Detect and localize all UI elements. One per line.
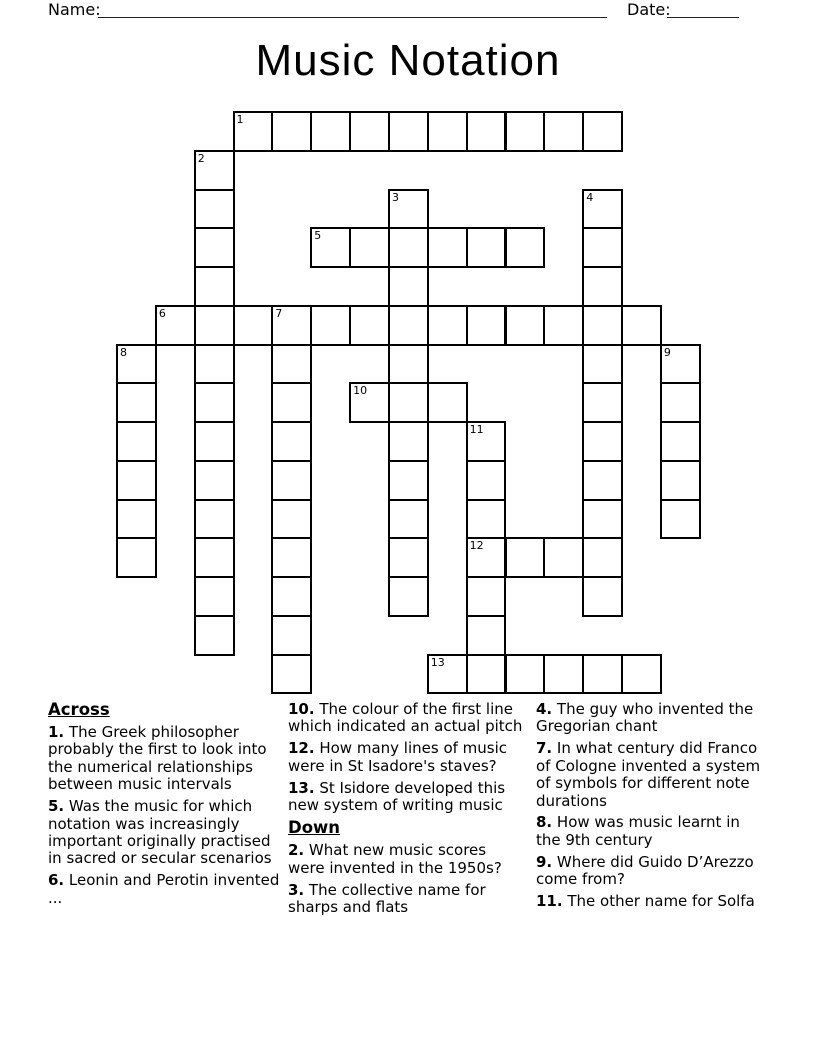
grid-cell-r11-c0[interactable] [116, 537, 157, 578]
clue-text: The guy who invented the Gregorian chant [536, 700, 754, 736]
grid-cell-r12-c12[interactable] [582, 576, 623, 617]
page-title: Music Notation [255, 36, 561, 85]
across-header: Across [48, 700, 110, 719]
clue-text: The colour of the first line which indicated an actual pitch [288, 700, 523, 736]
grid-cell-r2-c12[interactable] [582, 189, 623, 230]
grid-cell-r0-c12[interactable] [582, 111, 623, 152]
grid-cell-r0-c5[interactable] [310, 111, 351, 152]
grid-cell-r0-c8[interactable] [427, 111, 468, 152]
grid-cell-r5-c1[interactable] [155, 305, 196, 346]
grid-cell-r9-c9[interactable] [466, 460, 507, 501]
grid-cell-r12-c2[interactable] [194, 576, 235, 617]
grid-cell-r13-c2[interactable] [194, 615, 235, 656]
grid-cell-r4-c12[interactable] [582, 266, 623, 307]
grid-cell-r5-c4[interactable] [271, 305, 312, 346]
grid-cell-r6-c4[interactable] [271, 344, 312, 385]
clue-number: 3. [288, 880, 305, 899]
grid-cell-r8-c0[interactable] [116, 421, 157, 462]
grid-cell-r8-c9[interactable] [466, 421, 507, 462]
grid-cell-r13-c9[interactable] [466, 615, 507, 656]
clue-3-down [288, 882, 526, 917]
grid-cell-r12-c9[interactable] [466, 576, 507, 617]
cell-number-5: 5 [314, 229, 322, 243]
clue-column-right [536, 701, 768, 915]
grid-cell-r14-c8[interactable] [427, 654, 468, 695]
grid-cell-r12-c4[interactable] [271, 576, 312, 617]
clue-number: 8. [536, 813, 553, 832]
grid-cell-r3-c10[interactable] [505, 227, 546, 268]
grid-cell-r6-c2[interactable] [194, 344, 235, 385]
clue-1-across [48, 724, 286, 794]
grid-cell-r6-c0[interactable] [116, 344, 157, 385]
down-header: Down [288, 818, 341, 838]
grid-cell-r7-c6[interactable] [349, 382, 390, 423]
grid-cell-r14-c9[interactable] [466, 654, 507, 695]
grid-cell-r5-c8[interactable] [427, 305, 468, 346]
clue-number: 4. [536, 700, 553, 718]
grid-cell-r0-c4[interactable] [271, 111, 312, 152]
grid-cell-r3-c6[interactable] [349, 227, 390, 268]
grid-cell-r12-c7[interactable] [388, 576, 429, 617]
clue-12-across [288, 740, 526, 775]
grid-cell-r8-c7[interactable] [388, 421, 429, 462]
grid-cell-r7-c0[interactable] [116, 382, 157, 423]
clue-7-down [536, 740, 768, 810]
grid-cell-r8-c4[interactable] [271, 421, 312, 462]
grid-cell-r5-c10[interactable] [505, 305, 546, 346]
cell-number-2: 2 [197, 151, 205, 165]
grid-cell-r5-c13[interactable] [621, 305, 662, 346]
grid-cell-r4-c7[interactable] [388, 266, 429, 307]
grid-cell-r9-c4[interactable] [271, 460, 312, 501]
grid-cell-r3-c2[interactable] [194, 227, 235, 268]
clue-number: 2. [288, 841, 305, 860]
grid-cell-r0-c9[interactable] [466, 111, 507, 152]
grid-cell-r3-c7[interactable] [388, 227, 429, 268]
grid-cell-r5-c6[interactable] [349, 305, 390, 346]
grid-cell-r7-c7[interactable] [388, 382, 429, 423]
name-input-line[interactable] [98, 2, 607, 18]
clue-number: 7. [536, 739, 553, 758]
grid-cell-r8-c2[interactable] [194, 421, 235, 462]
grid-cell-r11-c7[interactable] [388, 537, 429, 578]
clue-11-down [536, 893, 768, 910]
grid-cell-r5-c9[interactable] [466, 305, 507, 346]
grid-cell-r3-c5[interactable] [310, 227, 351, 268]
grid-cell-r8-c14[interactable] [660, 421, 701, 462]
cell-number-6: 6 [158, 306, 166, 320]
grid-cell-r6-c12[interactable] [582, 344, 623, 385]
grid-cell-r2-c7[interactable] [388, 189, 429, 230]
clue-column-middle [288, 701, 526, 921]
grid-cell-r6-c14[interactable] [660, 344, 701, 385]
grid-cell-r5-c3[interactable] [233, 305, 274, 346]
clue-number: 13. [288, 778, 315, 797]
cell-number-10: 10 [353, 384, 368, 398]
clue-number: 5. [48, 797, 65, 816]
grid-cell-r7-c14[interactable] [660, 382, 701, 423]
grid-cell-r9-c7[interactable] [388, 460, 429, 501]
grid-cell-r4-c2[interactable] [194, 266, 235, 307]
cell-number-7: 7 [275, 306, 283, 320]
grid-cell-r14-c12[interactable] [582, 654, 623, 695]
clue-text: The other name for Solfa [562, 892, 755, 911]
cell-number-4: 4 [586, 190, 594, 204]
clue-text: How many lines of music were in St Isadore's staves? [288, 739, 508, 775]
clue-text: Where did Guido D’Arezzo come from? [536, 852, 754, 889]
grid-cell-r10-c14[interactable] [660, 499, 701, 540]
clue-text: How was music learnt in the 9th century [536, 813, 740, 849]
grid-cell-r10-c4[interactable] [271, 499, 312, 540]
clue-text: The collective name for sharps and flats [288, 880, 486, 917]
clue-text: In what century did Franco of Cologne invented a system of symbols for different note durations [536, 739, 761, 810]
grid-cell-r10-c12[interactable] [582, 499, 623, 540]
grid-cell-r11-c12[interactable] [582, 537, 623, 578]
grid-cell-r9-c12[interactable] [582, 460, 623, 501]
cell-number-9: 9 [663, 345, 671, 359]
clue-number: 12. [288, 739, 315, 758]
clue-number: 9. [536, 852, 553, 871]
clue-number: 6. [48, 871, 65, 890]
clue-number: 10. [288, 700, 315, 718]
grid-cell-r1-c2[interactable] [194, 150, 235, 191]
clue-9-down [536, 854, 768, 889]
grid-cell-r14-c13[interactable] [621, 654, 662, 695]
grid-cell-r9-c0[interactable] [116, 460, 157, 501]
grid-cell-r11-c10[interactable] [505, 537, 546, 578]
grid-cell-r7-c12[interactable] [582, 382, 623, 423]
cell-number-8: 8 [120, 345, 127, 359]
grid-cell-r8-c12[interactable] [582, 421, 623, 462]
grid-cell-r10-c2[interactable] [194, 499, 235, 540]
grid-cell-r5-c12[interactable] [582, 305, 623, 346]
grid-cell-r0-c7[interactable] [388, 111, 429, 152]
clue-6-across [48, 872, 286, 907]
cell-number-12: 12 [469, 539, 484, 553]
clue-text: What new music scores were invented in the 1950s? [288, 841, 502, 877]
clue-text: St Isidore developed this new system of writing music [288, 778, 506, 815]
clue-4-down [536, 701, 768, 736]
clue-10-across [288, 701, 526, 736]
grid-cell-r10-c7[interactable] [388, 499, 429, 540]
cell-number-3: 3 [391, 190, 399, 204]
grid-cell-r9-c14[interactable] [660, 460, 701, 501]
clue-number: 1. [48, 723, 65, 741]
date-input-line[interactable] [667, 2, 739, 18]
grid-cell-r0-c11[interactable] [543, 111, 584, 152]
clue-column-left [48, 701, 286, 912]
date-label: Date: [627, 0, 671, 19]
clue-text: The Greek philosopher probably the first to look into the numerical relationships between music intervals [48, 723, 267, 794]
grid-cell-r10-c0[interactable] [116, 499, 157, 540]
grid-cell-r13-c4[interactable] [271, 615, 312, 656]
grid-cell-r11-c11[interactable] [543, 537, 584, 578]
grid-cell-r14-c10[interactable] [505, 654, 546, 695]
clue-number: 11. [536, 892, 563, 911]
grid-cell-r5-c5[interactable] [310, 305, 351, 346]
grid-cell-r3-c9[interactable] [466, 227, 507, 268]
grid-cell-r11-c2[interactable] [194, 537, 235, 578]
cell-number-11: 11 [469, 423, 484, 436]
cell-number-13: 13 [430, 655, 445, 669]
clue-text: Was the music for which notation was increasingly important originally practised in sacred or secular scenarios [48, 797, 272, 868]
grid-cell-r0-c10[interactable] [505, 111, 546, 152]
clue-13-across [288, 780, 526, 815]
grid-cell-r5-c11[interactable] [543, 305, 584, 346]
grid-cell-r10-c9[interactable] [466, 499, 507, 540]
grid-cell-r5-c2[interactable] [194, 305, 235, 346]
clue-2-down [288, 842, 526, 877]
grid-cell-r7-c4[interactable] [271, 382, 312, 423]
grid-cell-r11-c4[interactable] [271, 537, 312, 578]
clue-5-across [48, 798, 286, 868]
grid-cell-r14-c11[interactable] [543, 654, 584, 695]
name-label: Name: [48, 0, 101, 19]
grid-cell-r0-c3[interactable] [233, 111, 274, 152]
grid-cell-r6-c7[interactable] [388, 344, 429, 385]
grid-cell-r9-c2[interactable] [194, 460, 235, 501]
grid-cell-r3-c12[interactable] [582, 227, 623, 268]
clue-8-down [536, 814, 768, 849]
grid-cell-r5-c7[interactable] [388, 305, 429, 346]
grid-cell-r7-c2[interactable] [194, 382, 235, 423]
grid-cell-r14-c4[interactable] [271, 654, 312, 695]
clue-text: Leonin and Perotin invented ... [48, 871, 280, 907]
grid-cell-r0-c6[interactable] [349, 111, 390, 152]
cell-number-1: 1 [236, 113, 244, 126]
grid-cell-r2-c2[interactable] [194, 189, 235, 230]
grid-cell-r7-c8[interactable] [427, 382, 468, 423]
grid-cell-r3-c8[interactable] [427, 227, 468, 268]
grid-cell-r11-c9[interactable] [466, 537, 507, 578]
